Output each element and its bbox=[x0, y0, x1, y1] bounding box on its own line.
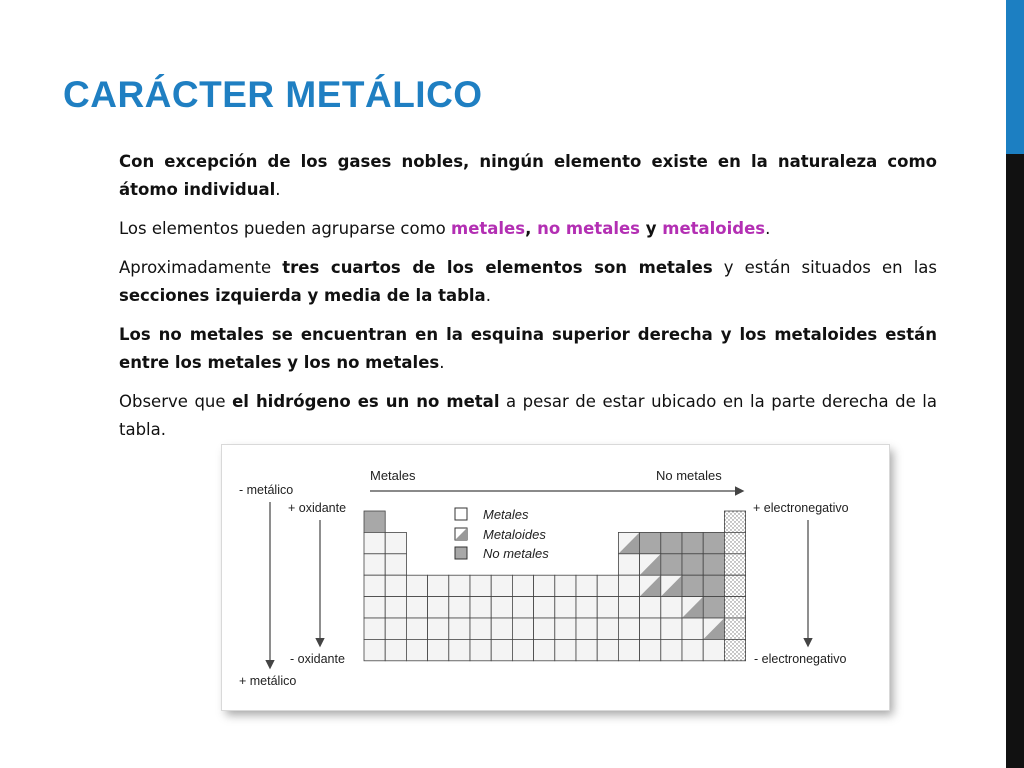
cell-metal bbox=[682, 618, 703, 639]
cell-noble-gas bbox=[724, 597, 745, 618]
cell-metal bbox=[512, 639, 533, 660]
cell-metal bbox=[618, 639, 639, 660]
cell-no-metal bbox=[682, 575, 703, 596]
cell-no-metal bbox=[661, 532, 682, 553]
cell-metal bbox=[364, 639, 385, 660]
cell-metal bbox=[512, 597, 533, 618]
cell-metal bbox=[597, 639, 618, 660]
cell-metal bbox=[406, 597, 427, 618]
label-mas-electronegativo: + electronegativo bbox=[753, 501, 849, 515]
cell-metal bbox=[534, 575, 555, 596]
cell-no-metal bbox=[364, 511, 385, 532]
cell-metal bbox=[555, 597, 576, 618]
cell-metal bbox=[385, 618, 406, 639]
periodic-table-diagram bbox=[222, 445, 889, 710]
cell-metal bbox=[428, 639, 449, 660]
slide-body bbox=[119, 148, 937, 455]
cell-metal bbox=[406, 618, 427, 639]
p3-text-c: y están situados en las bbox=[712, 258, 937, 277]
accent-bar-top bbox=[1006, 0, 1024, 154]
legend-swatch-metales bbox=[455, 508, 467, 520]
cell-metal bbox=[640, 597, 661, 618]
cell-metal bbox=[385, 639, 406, 660]
cell-metal bbox=[555, 575, 576, 596]
p2-text: Los elementos pueden agruparse como bbox=[119, 219, 451, 238]
cell-metal bbox=[491, 618, 512, 639]
cell-metal bbox=[618, 554, 639, 575]
accent-bar-bottom bbox=[1006, 154, 1024, 768]
label-no-metales-top: No metales bbox=[656, 468, 722, 483]
legend-label-metales: Metales bbox=[483, 507, 529, 522]
cell-metal bbox=[385, 554, 406, 575]
cell-metal bbox=[576, 597, 597, 618]
cell-no-metal bbox=[703, 575, 724, 596]
p5-text-a: Observe que bbox=[119, 392, 233, 411]
cell-metal bbox=[470, 575, 491, 596]
label-mas-metalico: + metálico bbox=[239, 674, 297, 688]
cell-noble-gas bbox=[724, 575, 745, 596]
cell-metal bbox=[512, 618, 533, 639]
cell-noble-gas bbox=[724, 639, 745, 660]
cell-metal bbox=[449, 575, 470, 596]
cell-metal bbox=[576, 618, 597, 639]
cell-metal bbox=[618, 575, 639, 596]
p3-bold-2: secciones izquierda y media de la tabla bbox=[119, 286, 486, 305]
cell-metal bbox=[449, 618, 470, 639]
cell-metal bbox=[491, 597, 512, 618]
cell-metal bbox=[385, 532, 406, 553]
label-metales-top: Metales bbox=[370, 468, 416, 483]
cell-metal bbox=[640, 618, 661, 639]
term-metales: metales bbox=[451, 219, 526, 238]
cell-metal bbox=[449, 639, 470, 660]
label-mas-oxidante: + oxidante bbox=[288, 501, 347, 515]
cell-metal bbox=[364, 597, 385, 618]
p2-comma: , bbox=[525, 219, 538, 238]
cell-no-metal bbox=[682, 532, 703, 553]
periodic-table-figure bbox=[222, 445, 889, 710]
paragraph-1 bbox=[119, 148, 937, 204]
cell-metal bbox=[597, 575, 618, 596]
cell-metal bbox=[555, 618, 576, 639]
cell-no-metal bbox=[661, 554, 682, 575]
p3-end: . bbox=[485, 286, 491, 305]
cell-metal bbox=[534, 597, 555, 618]
cell-noble-gas bbox=[724, 532, 745, 553]
cell-metal bbox=[470, 597, 491, 618]
paragraph-3 bbox=[119, 254, 937, 310]
cell-no-metal bbox=[640, 532, 661, 553]
paragraph-4 bbox=[119, 321, 937, 377]
cell-metal bbox=[449, 597, 470, 618]
cell-metal bbox=[618, 597, 639, 618]
p2-and: y bbox=[640, 219, 663, 238]
cell-metal bbox=[364, 532, 385, 553]
cell-metal bbox=[470, 639, 491, 660]
cell-metal bbox=[618, 618, 639, 639]
cell-noble-gas bbox=[724, 554, 745, 575]
cell-metal bbox=[576, 575, 597, 596]
term-metaloides: metaloides bbox=[662, 219, 766, 238]
cell-metal bbox=[385, 575, 406, 596]
cell-metal bbox=[555, 639, 576, 660]
p3-text-a: Aproximadamente bbox=[119, 258, 283, 277]
cell-metal bbox=[491, 639, 512, 660]
p1-end: . bbox=[275, 180, 281, 199]
cell-metal bbox=[364, 554, 385, 575]
cell-metal bbox=[428, 618, 449, 639]
paragraph-2 bbox=[119, 215, 937, 243]
cell-no-metal bbox=[682, 554, 703, 575]
cell-metal bbox=[470, 618, 491, 639]
paragraph-5 bbox=[119, 388, 937, 444]
label-menos-oxidante: - oxidante bbox=[290, 652, 345, 666]
cell-no-metal bbox=[703, 597, 724, 618]
cell-metal bbox=[406, 575, 427, 596]
periodic-table-grid bbox=[364, 511, 746, 661]
cell-metal bbox=[597, 618, 618, 639]
cell-metal bbox=[661, 618, 682, 639]
cell-metal bbox=[597, 597, 618, 618]
cell-metal bbox=[661, 597, 682, 618]
cell-metal bbox=[364, 575, 385, 596]
cell-metal bbox=[406, 639, 427, 660]
cell-no-metal bbox=[703, 532, 724, 553]
p5-text-c: a pesar de estar ubicado en la parte derecha de la tabla. bbox=[119, 392, 937, 439]
cell-metal bbox=[491, 575, 512, 596]
label-menos-electronegativo: - electronegativo bbox=[754, 652, 847, 666]
cell-metal bbox=[534, 639, 555, 660]
p5-bold: el hidrógeno es un no metal bbox=[232, 392, 500, 411]
legend-label-metaloides: Metaloides bbox=[483, 527, 546, 542]
cell-metal bbox=[428, 597, 449, 618]
cell-metal bbox=[385, 597, 406, 618]
p4-end: . bbox=[439, 353, 445, 372]
cell-noble-gas bbox=[724, 618, 745, 639]
cell-metal bbox=[428, 575, 449, 596]
legend-swatch-no-metales bbox=[455, 547, 467, 559]
legend-label-no-metales: No metales bbox=[483, 546, 549, 561]
cell-metal bbox=[661, 639, 682, 660]
label-menos-metalico: - metálico bbox=[239, 483, 294, 497]
cell-metal bbox=[682, 639, 703, 660]
term-no-metales: no metales bbox=[537, 219, 640, 238]
p3-bold-1: tres cuartos de los elementos son metales bbox=[282, 258, 713, 277]
p1-bold-text: Con excepción de los gases nobles, ningún elemento existe en la naturaleza como átomo individual bbox=[119, 152, 937, 199]
cell-metal bbox=[534, 618, 555, 639]
cell-no-metal bbox=[703, 554, 724, 575]
p2-end: . bbox=[765, 219, 771, 238]
p4-bold-text: Los no metales se encuentran en la esquina superior derecha y los metaloides están entre los metales y los no metales bbox=[119, 325, 937, 372]
cell-noble-gas bbox=[724, 511, 745, 532]
cell-metal bbox=[703, 639, 724, 660]
slide-title: CARÁCTER METÁLICO bbox=[63, 74, 483, 115]
cell-metal bbox=[576, 639, 597, 660]
cell-metal bbox=[640, 639, 661, 660]
cell-metal bbox=[512, 575, 533, 596]
cell-metal bbox=[364, 618, 385, 639]
